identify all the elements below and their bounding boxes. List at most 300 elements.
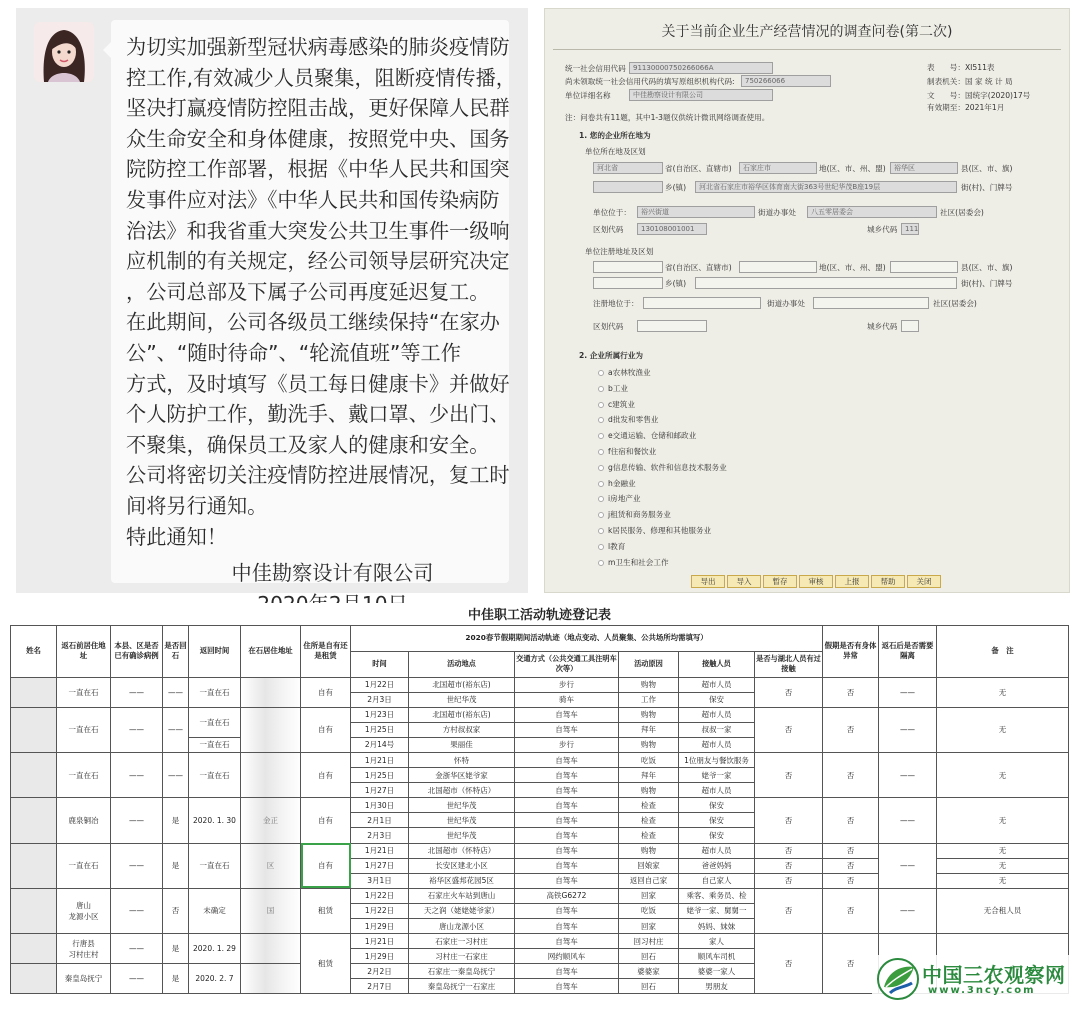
reg-street-label: 街(村)、门牌号 [961, 279, 1013, 288]
live-address-cell [241, 964, 301, 994]
meta-authority: 制表机关：国 家 统 计 局 [927, 77, 1013, 86]
remark-cell: 无 [937, 707, 1069, 752]
activity-transport-cell: 自驾车 [515, 964, 619, 979]
activity-transport-cell: 自驾车 [515, 828, 619, 843]
activity-reason-cell: 购物 [619, 783, 679, 798]
activity-place-cell: 北国超市（怀特店） [409, 783, 515, 798]
live-address-cell: 区 [241, 843, 301, 888]
return-time-cell: 一直在石 [189, 752, 241, 797]
activity-transport-cell: 高铁G6272 [515, 888, 619, 903]
message-line: 控工作,有效减少人员聚集，阻断疫情传播， [126, 65, 516, 90]
activity-contact-cell: 婆婆一家人 [679, 964, 755, 979]
industry-option-label: m卫生和社会工作 [608, 557, 669, 567]
return-time-cell: 2020. 1. 29 [189, 934, 241, 964]
local-cases-cell: —— [111, 843, 163, 888]
remark-cell: 无 [937, 752, 1069, 797]
activity-place-cell: 方村叔叔家 [409, 722, 515, 737]
before-address-cell: 唐山 龙源小区 [57, 888, 111, 933]
activity-transport-cell: 自驾车 [515, 858, 619, 873]
industry-radio[interactable] [598, 433, 604, 439]
industry-option-label: j租赁和商务服务业 [608, 510, 671, 520]
quarantine-cell: —— [879, 677, 937, 707]
question-2: 2. 企业所属行业为 [579, 351, 643, 360]
unit-name-field[interactable]: 中佳勘察设计有限公司 [629, 89, 773, 101]
local-cases-cell: —— [111, 798, 163, 843]
table-row [11, 843, 1069, 858]
org-code-label: 尚未领取统一社会信用代码的填写原组织机构代码: [565, 77, 735, 86]
activity-place-cell: 石家庄火车站到唐山 [409, 888, 515, 903]
message-line: 院防控工作部署，根据《中华人民共和国突 [126, 157, 510, 182]
message-line: 治法》和我省重大突发公共卫生事件一级响 [126, 218, 510, 243]
abnormal-cell: 否 [823, 752, 879, 797]
header-name: 姓名 [11, 625, 57, 677]
message-bubble [111, 20, 516, 586]
activity-place-cell: 金浙华区姥爷家 [409, 768, 515, 783]
activity-reason-cell: 拜年 [619, 722, 679, 737]
activity-contact-cell: 叔叔一家 [679, 722, 755, 737]
survey-note: 注：问卷共有11题，其中1-3题仅供统计微讯网络调查使用。 [565, 113, 770, 122]
export-button[interactable]: 导出 [691, 575, 725, 588]
reg-community-field[interactable] [813, 297, 929, 309]
credit-label: 统一社会信用代码 [565, 64, 626, 73]
reg-county-label: 县(区、市、旗) [961, 263, 1013, 272]
header-contact: 接触人员 [679, 651, 755, 677]
activity-place-cell: 北国超市(裕东店) [409, 677, 515, 692]
activity-place-cell: 世纪华茂 [409, 828, 515, 843]
reg-subdistrict-field[interactable] [643, 297, 761, 309]
activity-contact-cell: 保安 [679, 798, 755, 813]
before-address-cell: 行唐县 习村庄村 [57, 934, 111, 964]
reg-urban-code-label: 城乡代码 [867, 322, 898, 331]
header-return-time: 返回时间 [189, 625, 241, 677]
reg-community-label: 社区(居委会) [933, 299, 977, 308]
activity-reason-cell: 回石 [619, 979, 679, 994]
name-cell-redacted [11, 707, 57, 752]
activity-place-cell: 裕华区盛邦花园5区 [409, 873, 515, 888]
activity-place-cell: 秦皇岛抚宁一石家庄 [409, 979, 515, 994]
message-line: 公”、“随时待命”、“轮流值班”等工作 [126, 340, 461, 365]
industry-radio[interactable] [598, 528, 604, 534]
activity-reason-cell: 工作 [619, 692, 679, 707]
hubei-contact-cell: 否 [755, 798, 823, 843]
industry-radio[interactable] [598, 481, 604, 487]
activity-transport-cell: 自驾车 [515, 934, 619, 949]
before-address-cell: 一直在石 [57, 752, 111, 797]
table-row [11, 707, 1069, 722]
area-code-label: 区划代码 [593, 225, 624, 234]
activity-contact-cell: 保安 [679, 813, 755, 828]
activity-transport-cell: 自驾车 [515, 722, 619, 737]
name-cell-redacted [11, 843, 57, 888]
activity-contact-cell: 妈妈、妹妹 [679, 919, 755, 934]
return-time-cell: 2020. 1. 30 [189, 798, 241, 843]
activity-contact-cell: 家人 [679, 934, 755, 949]
activity-time-cell: 1月22日 [351, 888, 409, 903]
industry-option-label: e交通运输、仓储和邮政业 [608, 431, 697, 441]
review-button[interactable]: 审核 [799, 575, 833, 588]
industry-option-label: g信息传输、软件和信息技术服务业 [608, 462, 727, 472]
industry-radio[interactable] [598, 370, 604, 376]
live-address-cell [241, 677, 301, 707]
hubei-contact-cell: 否 [755, 934, 823, 994]
activity-time-cell: 1月27日 [351, 858, 409, 873]
industry-radio[interactable] [598, 465, 604, 471]
quarantine-cell: —— [879, 843, 937, 888]
industry-radio[interactable] [598, 496, 604, 502]
located-label: 单位位于： [593, 208, 631, 217]
reg-town-field[interactable] [593, 277, 663, 289]
activity-reason-cell: 购物 [619, 737, 679, 752]
returned-cell: —— [163, 707, 189, 752]
activity-reason-cell: 回习村庄 [619, 934, 679, 949]
site-watermark [872, 955, 1078, 1005]
activity-time-cell: 1月21日 [351, 843, 409, 858]
reg-office-label: 街道办事处 [767, 299, 805, 308]
activity-reason-cell: 回石 [619, 949, 679, 964]
reg-area-code-label: 区划代码 [593, 322, 624, 331]
before-address-cell: 秦皇岛抚宁 [57, 964, 111, 994]
town-field[interactable] [593, 181, 663, 193]
name-cell-redacted [11, 888, 57, 933]
activity-time-cell: 3月1日 [351, 873, 409, 888]
community-label: 社区(居委会) [940, 208, 984, 217]
help-button[interactable]: 帮助 [871, 575, 905, 588]
table-row [11, 798, 1069, 813]
message-line: 不聚集，确保员工及家人的健康和安全。 [126, 432, 490, 457]
activity-transport-cell: 自驾车 [515, 798, 619, 813]
subdistrict-field[interactable]: 裕兴街道 [637, 206, 755, 218]
activity-track-sheet [10, 603, 1070, 1005]
activity-contact-cell: 姥爷一家、舅舅一 [679, 903, 755, 918]
activity-place-cell: 长安区建北小区 [409, 858, 515, 873]
leaf-logo-icon [876, 957, 920, 1001]
returned-cell: 是 [163, 964, 189, 994]
activity-time-cell: 1月21日 [351, 752, 409, 767]
activity-reason-cell: 购物 [619, 843, 679, 858]
header-own-or-rent: 住所是自有还是租赁 [301, 625, 351, 677]
town-label: 乡(镇) [665, 183, 687, 192]
industry-option-label: f住宿和餐饮业 [608, 447, 657, 456]
credit-code-field[interactable]: 91130000750266066A [629, 62, 773, 74]
remark-cell: 无 [937, 798, 1069, 843]
name-cell-redacted [11, 752, 57, 797]
activity-contact-cell: 姥爷一家 [679, 768, 755, 783]
own-or-rent-cell: 自有 [301, 677, 351, 707]
hubei-contact-cell: 否 [755, 707, 823, 752]
table-row [11, 934, 1069, 949]
header-abnormal: 假期是否有身体异常 [823, 625, 879, 677]
message-line: 在此期间，公司各级员工继续保持“在家办 [126, 310, 500, 335]
reg-town-label: 乡(镇) [665, 279, 687, 288]
activity-transport-cell: 自驾车 [515, 783, 619, 798]
remark-cell: 无合租人员 [937, 888, 1069, 933]
area-code-field[interactable]: 130108001001 [637, 223, 707, 235]
province-field[interactable]: 河北省 [593, 162, 663, 174]
before-address-cell: 一直在石 [57, 707, 111, 752]
industry-radio[interactable] [598, 560, 604, 566]
reg-street-field[interactable] [695, 277, 957, 289]
table-row [11, 677, 1069, 692]
reg-city-label: 地(区、市、州、盟) [819, 263, 886, 272]
header-activity-group: 2020春节假期期间活动轨迹（地点变动、人员聚集、公共场所均需填写） [351, 625, 823, 651]
activity-time-cell: 1月22日 [351, 677, 409, 692]
own-or-rent-cell: 自有 [301, 843, 351, 888]
abnormal-cell: 否 [823, 858, 879, 873]
industry-radio[interactable] [598, 449, 604, 455]
save-draft-button[interactable]: 暂存 [763, 575, 797, 588]
local-cases-cell: —— [111, 888, 163, 933]
street-address-field[interactable]: 河北省石家庄市裕华区体育南大街363号世纪华茂B座19层 [695, 181, 957, 193]
industry-option-label: c建筑业 [608, 399, 635, 409]
activity-time-cell: 2月3日 [351, 828, 409, 843]
activity-time-cell: 1月25日 [351, 768, 409, 783]
abnormal-cell: 否 [823, 934, 879, 994]
name-cell-redacted [11, 677, 57, 707]
return-time-cell: 一直在石 [189, 843, 241, 888]
activity-time-cell: 2月2日 [351, 964, 409, 979]
hubei-contact-cell: 否 [755, 858, 823, 873]
activity-reason-cell: 回家 [619, 919, 679, 934]
activity-transport-cell: 自驾车 [515, 768, 619, 783]
message-line: 间将另行通知。 [126, 493, 268, 518]
abnormal-cell: 否 [823, 798, 879, 843]
reg-located-label: 注册地位于： [593, 299, 639, 308]
track-table-body [11, 677, 1069, 994]
activity-track-table [10, 603, 1069, 994]
office-label: 街道办事处 [758, 208, 796, 217]
activity-reason-cell: 返回自己家 [619, 873, 679, 888]
header-quarantine: 返石后是否需要隔离 [879, 625, 937, 677]
urban-code-field[interactable]: 111 [901, 223, 919, 235]
activity-reason-cell: 婆婆家 [619, 964, 679, 979]
name-cell-redacted [11, 934, 57, 964]
watermark-url: www.3ncy.com [928, 985, 1036, 996]
activity-transport-cell: 步行 [515, 737, 619, 752]
message-line: 发事件应对法》《中华人民共和国传染病防 [126, 187, 500, 212]
header-returned: 是否回石 [163, 625, 189, 677]
location-section-label: 单位所在地及区划 [585, 147, 646, 156]
live-address-cell [241, 707, 301, 752]
abnormal-cell: 否 [823, 677, 879, 707]
returned-cell: 是 [163, 843, 189, 888]
industry-radio[interactable] [598, 386, 604, 392]
industry-option-label: d批发和零售业 [608, 415, 659, 425]
question-1: 1. 您的企业所在地为 [579, 131, 651, 140]
avatar[interactable] [34, 22, 94, 82]
activity-place-cell: 果丽佳 [409, 737, 515, 752]
reg-area-code-field[interactable] [637, 320, 707, 332]
live-address-cell: 金正 [241, 798, 301, 843]
own-or-rent-cell: 自有 [301, 707, 351, 752]
activity-time-cell: 1月29日 [351, 949, 409, 964]
activity-place-cell: 石家庄一习村庄 [409, 934, 515, 949]
industry-radio[interactable] [598, 402, 604, 408]
activity-place-cell: 世纪华茂 [409, 813, 515, 828]
reg-province-field[interactable] [593, 261, 663, 273]
industry-option-label: b工业 [608, 383, 629, 393]
activity-contact-cell: 1位朋友与餐饮服务 [679, 752, 755, 767]
submit-button[interactable]: 上报 [835, 575, 869, 588]
activity-contact-cell: 保安 [679, 828, 755, 843]
message-line: 众生命安全和身体健康，按照党中央、国务 [126, 126, 510, 151]
unit-name-label: 单位详细名称 [565, 91, 611, 100]
reg-city-field[interactable] [739, 261, 817, 273]
activity-reason-cell: 购物 [619, 707, 679, 722]
activity-time-cell: 1月27日 [351, 783, 409, 798]
activity-transport-cell: 自驾车 [515, 843, 619, 858]
table-title: 中佳职工活动轨迹登记表 [11, 603, 1069, 625]
industry-option-label: k居民服务、修理和其他服务业 [608, 526, 712, 535]
local-cases-cell: —— [111, 934, 163, 964]
quarantine-cell: —— [879, 798, 937, 843]
industry-option-label: i房地产业 [608, 494, 641, 504]
industry-radio[interactable] [598, 512, 604, 518]
activity-time-cell: 1月29日 [351, 919, 409, 934]
quarantine-cell: —— [879, 752, 937, 797]
abnormal-cell: 否 [823, 873, 879, 888]
activity-reason-cell: 回家 [619, 888, 679, 903]
name-cell-redacted [11, 798, 57, 843]
activity-transport-cell: 自驾车 [515, 979, 619, 994]
return-time-cell: 一直在石 [189, 677, 241, 707]
own-or-rent-cell: 租赁 [301, 888, 351, 933]
activity-contact-cell: 乘客、乘务员、检 [679, 888, 755, 903]
local-cases-cell: —— [111, 752, 163, 797]
hubei-contact-cell: 否 [755, 888, 823, 933]
activity-time-cell: 1月22日 [351, 903, 409, 918]
abnormal-cell: 否 [823, 888, 879, 933]
industry-radio[interactable] [598, 544, 604, 550]
meta-valid-until: 有效期至：2021年1月 [927, 103, 1005, 112]
name-cell-redacted [11, 964, 57, 994]
own-or-rent-cell: 自有 [301, 752, 351, 797]
activity-time-cell: 2月3日 [351, 692, 409, 707]
avatar-image [34, 22, 94, 82]
remark-cell: 无 [937, 843, 1069, 858]
header-hubei-contact: 是否与湖北人员有过接触 [755, 651, 823, 677]
return-time-cell: 未确定 [189, 888, 241, 933]
activity-contact-cell: 保安 [679, 692, 755, 707]
local-cases-cell: —— [111, 964, 163, 994]
close-button[interactable]: 关闭 [907, 575, 941, 588]
table-row [11, 888, 1069, 903]
activity-reason-cell: 检查 [619, 828, 679, 843]
chat-panel [16, 8, 528, 593]
activity-reason-cell: 回娘家 [619, 858, 679, 873]
message-line: 个人防护工作，勤洗手、戴口罩、少出门、 [126, 402, 510, 427]
message-line: 应机制的有关规定，经公司领导层研究决定 [126, 249, 510, 274]
before-address-cell: 一直在石 [57, 677, 111, 707]
activity-time-cell: 1月23日 [351, 707, 409, 722]
activity-contact-cell: 男朋友 [679, 979, 755, 994]
message-line: 为切实加强新型冠状病毒感染的肺炎疫情防 [126, 35, 510, 59]
meta-doc-no: 文 号：国统字(2020)17号 [927, 91, 1031, 100]
reg-province-label: 省(自治区、直辖市) [665, 263, 732, 272]
meta-form-no: 表 号：XI511表 [927, 63, 995, 72]
activity-time-cell: 1月25日 [351, 722, 409, 737]
message-line: 方式，及时填写《员工每日健康卡》并做好 [126, 371, 510, 396]
title-divider [553, 49, 1061, 50]
activity-place-cell: 北国超市(裕东店) [409, 707, 515, 722]
before-address-cell: 一直在石 [57, 843, 111, 888]
activity-contact-cell: 超市人员 [679, 843, 755, 858]
survey-title: 关于当前企业生产经营情况的调查问卷(第二次) [661, 24, 953, 40]
activity-contact-cell: 超市人员 [679, 677, 755, 692]
industry-option-label: l教育 [608, 541, 626, 551]
message-company: 中佳勘察设计有限公司 [231, 561, 434, 586]
org-code-field[interactable]: 750266066 [741, 75, 831, 87]
activity-place-cell: 石家庄一秦皇岛抚宁 [409, 964, 515, 979]
activity-place-cell: 北国超市（怀特店） [409, 843, 515, 858]
activity-place-cell: 习村庄一石家庄 [409, 949, 515, 964]
activity-transport-cell: 自驾车 [515, 919, 619, 934]
activity-contact-cell: 自己家人 [679, 873, 755, 888]
activity-reason-cell: 检查 [619, 798, 679, 813]
remark-cell: 无 [937, 677, 1069, 707]
register-section-label: 单位注册地址及区划 [585, 247, 654, 256]
reg-district-field[interactable] [890, 261, 958, 273]
returned-cell: —— [163, 677, 189, 707]
returned-cell: 否 [163, 888, 189, 933]
activity-time-cell: 2月14号 [351, 737, 409, 752]
before-address-cell: 鹿泉铜冶 [57, 798, 111, 843]
hubei-contact-cell: 否 [755, 677, 823, 707]
activity-transport-cell: 自驾车 [515, 752, 619, 767]
header-before-address: 返石前居住地址 [57, 625, 111, 677]
activity-transport-cell: 网约顺风车 [515, 949, 619, 964]
activity-reason-cell: 检查 [619, 813, 679, 828]
header-live-address: 在石居住地址 [241, 625, 301, 677]
activity-time-cell: 1月30日 [351, 798, 409, 813]
community-field[interactable]: 八五零居委会 [807, 206, 937, 218]
live-address-cell [241, 934, 301, 964]
local-cases-cell: —— [111, 677, 163, 707]
activity-transport-cell: 骑车 [515, 692, 619, 707]
activity-contact-cell: 超市人员 [679, 737, 755, 752]
import-button[interactable]: 导入 [727, 575, 761, 588]
return-time-cell: 一直在石 [189, 737, 241, 752]
activity-reason-cell: 吃饭 [619, 903, 679, 918]
header-transport: 交通方式（公共交通工具注明车次等） [515, 651, 619, 677]
reg-urban-code-field[interactable] [901, 320, 919, 332]
activity-transport-cell: 自驾车 [515, 873, 619, 888]
activity-reason-cell: 购物 [619, 677, 679, 692]
city-field[interactable]: 石家庄市 [739, 162, 817, 174]
activity-place-cell: 唐山龙源小区 [409, 919, 515, 934]
message-line: 公司将密切关注疫情防控进展情况，复工时 [126, 463, 510, 488]
activity-time-cell: 1月21日 [351, 934, 409, 949]
returned-cell: —— [163, 752, 189, 797]
activity-time-cell: 2月7日 [351, 979, 409, 994]
activity-transport-cell: 步行 [515, 677, 619, 692]
message-line: 特此通知！ [126, 524, 227, 549]
header-reason: 活动原因 [619, 651, 679, 677]
activity-place-cell: 天之润（姥姥姥爷家） [409, 903, 515, 918]
remark-cell: 无 [937, 858, 1069, 873]
activity-transport-cell: 自驾车 [515, 813, 619, 828]
district-field[interactable]: 裕华区 [890, 162, 958, 174]
table-row [11, 752, 1069, 767]
activity-time-cell: 2月1日 [351, 813, 409, 828]
county-label: 县(区、市、旗) [961, 164, 1013, 173]
activity-transport-cell: 自驾车 [515, 903, 619, 918]
return-time-cell: 一直在石 [189, 707, 241, 737]
industry-option-label: a农林牧渔业 [608, 368, 651, 377]
abnormal-cell: 否 [823, 843, 879, 858]
industry-radio[interactable] [598, 417, 604, 423]
header-local-cases: 本县、区是否已有确诊病例 [111, 625, 163, 677]
returned-cell: 是 [163, 934, 189, 964]
